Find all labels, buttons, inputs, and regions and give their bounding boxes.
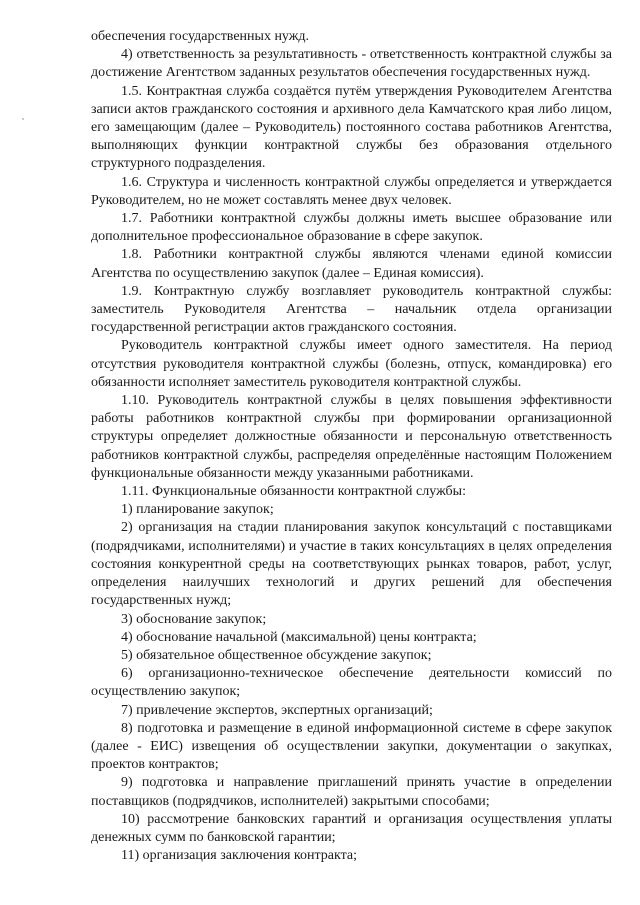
list-item-5: 5) обязательное общественное обсуждение закупок;: [121, 647, 432, 663]
list-item-9: 9) подготовка и направление приглашений принять участие в определении поставщиков (подрядчиков, исполнителей) закрытыми способами;: [91, 775, 612, 809]
paragraph-item-4-responsibility: 4) ответственность за результативность - ответственность контрактной службы за достижение Агентством заданных результатов обеспечения государственных нужд.: [91, 47, 612, 81]
paragraph-1-7: 1.7. Работники контрактной службы должны иметь высшее образование или дополнительное профессиональное образование в сфере закупок.: [91, 211, 612, 245]
list-item-6: 6) организационно-техническое обеспечение деятельности комиссий по осуществлению закупок;: [91, 666, 612, 700]
list-item-3: 3) обоснование закупок;: [121, 611, 267, 627]
scan-speck: [22, 118, 24, 120]
paragraph-1-10: 1.10. Руководитель контрактной службы в целях повышения эффективности работы работников контрактной службы при формировании организационной структуры определяет должностные обязанности и персональную ответственность работников контрактной службы, распределяя определённые настоящим Положением функциональные обязанности между указанными работниками.: [91, 393, 612, 481]
paragraph-continuation: обеспечения государственных нужд.: [91, 29, 310, 44]
list-item-1: 1) планирование закупок;: [121, 502, 274, 518]
list-item-10: 10) рассмотрение банковских гарантий и организация осуществления уплаты денежных сумм по банковской гарантии;: [91, 811, 612, 845]
paragraph-1-8: 1.8. Работники контрактной службы являются членами единой комиссии Агентства по осуществлению закупок (далее – Единая комиссия).: [91, 247, 612, 281]
list-item-8: 8) подготовка и размещение в единой информационной системе в сфере закупок (далее - ЕИС) извещения об осуществлении закупки, документации о закупках, проектов контрактов;: [91, 720, 612, 773]
list-item-4: 4) обоснование начальной (максимальной) цены контракта;: [121, 629, 477, 645]
paragraph-1-11-heading: 1.11. Функциональные обязанности контрактной службы:: [121, 484, 466, 500]
paragraph-1-5: 1.5. Контрактная служба создаётся путём утверждения Руководителем Агентства записи актов гражданского состояния и архивного дела Камчатского края либо лицом, его замещающим (далее – Руководитель) постоянного состава работников Агентства, выполняющих функции контрактной службы без образования отдельного структурного подразделения.: [91, 83, 612, 172]
paragraph-1-9: 1.9. Контрактную службу возглавляет руководитель контрактной службы: заместитель Руководителя Агентства – начальник отдела организации государственной регистрации актов гражданского состояния.: [91, 283, 612, 336]
list-item-7: 7) привлечение экспертов, экспертных организаций;: [121, 702, 433, 718]
list-item-2: 2) организация на стадии планирования закупок консультаций с поставщиками (подрядчиками, исполнителями) и участие в таких консультациях в целях определения состояния конкурентной среды на соответствующих рынках товаров, работ, услуг, определения наилучших технологий и других решений для обеспечения государственных нужд;: [91, 520, 612, 609]
document-page: [91, 28, 612, 865]
paragraph-deputy: Руководитель контрактной службы имеет одного заместителя. На период отсутствия руководителя контрактной службы (болезнь, отпуск, командировка) его обязанности исполняет заместитель руководителя контрактной службы.: [91, 338, 612, 390]
paragraph-1-6: 1.6. Структура и численность контрактной службы определяется и утверждается Руководителем, но не может составлять менее двух человек.: [91, 174, 612, 208]
list-item-11: 11) организация заключения контракта;: [121, 848, 357, 864]
